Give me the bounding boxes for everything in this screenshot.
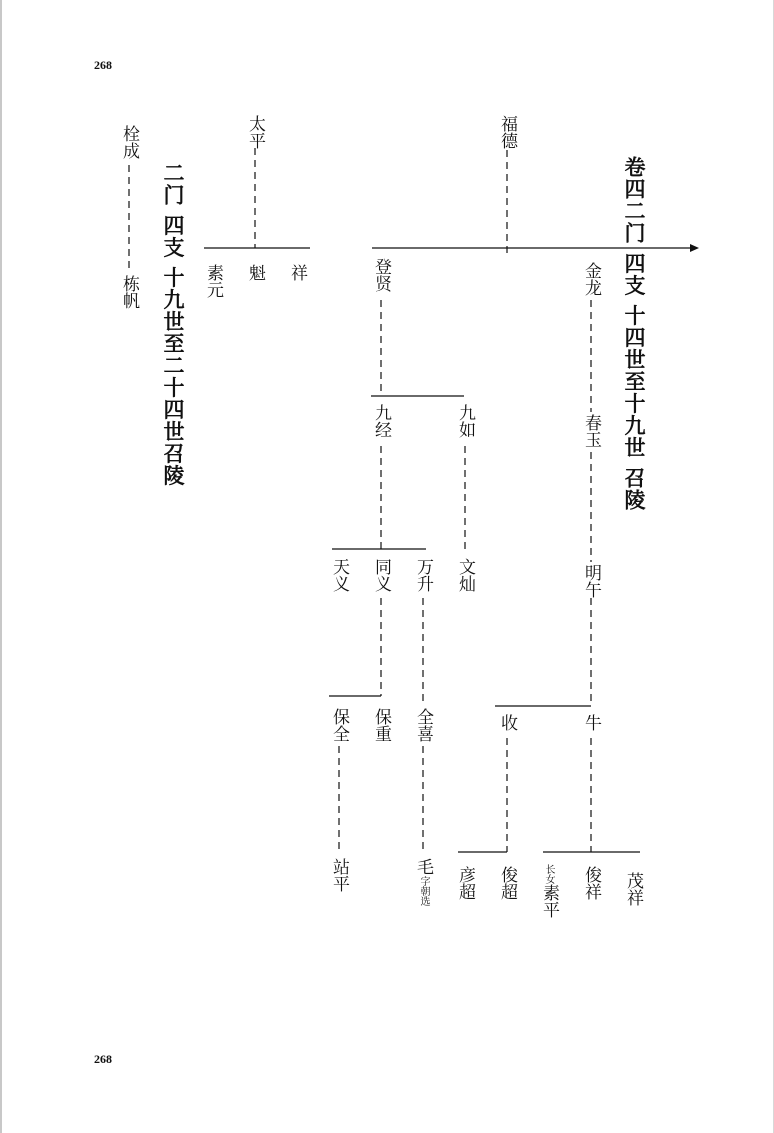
name-baozhong: 保重 bbox=[371, 708, 391, 742]
name-shuancheng: 栓成 bbox=[119, 125, 139, 159]
name-junxiang: 俊祥 bbox=[581, 866, 601, 900]
name-kui: 魁 bbox=[245, 264, 265, 281]
left-title: 二门 四支 十九世至二十四世召陵 bbox=[161, 162, 185, 487]
name-chunyu: 春玉 bbox=[581, 414, 601, 448]
right-title: 卷四二门 四支 十四世至十九世 召陵 bbox=[622, 156, 646, 511]
name-junchao: 俊超 bbox=[497, 866, 517, 900]
name-jinlong: 金龙 bbox=[581, 262, 601, 296]
name-wansheng: 万升 bbox=[413, 558, 433, 592]
note-suping-prefix: 长女 bbox=[543, 864, 554, 884]
name-suyuan: 素元 bbox=[203, 264, 223, 298]
page-number-top: 268 bbox=[94, 58, 112, 72]
name-jiuru: 九如 bbox=[455, 404, 475, 438]
note-mao-zi: 字朝选 bbox=[418, 876, 429, 906]
name-baoquan: 保全 bbox=[329, 708, 349, 742]
name-yanchao: 彦超 bbox=[455, 866, 475, 900]
name-maoxiang: 茂祥 bbox=[623, 872, 643, 906]
name-fude: 福德 bbox=[497, 115, 517, 149]
name-shou: 收 bbox=[497, 714, 517, 731]
name-zhanping: 站平 bbox=[329, 858, 349, 892]
name-xiang: 祥 bbox=[287, 264, 307, 281]
name-jiujing: 九经 bbox=[371, 404, 391, 438]
name-wencan: 文灿 bbox=[455, 558, 475, 592]
name-tongyi: 同义 bbox=[371, 558, 391, 592]
name-dengxian: 登贤 bbox=[371, 258, 391, 292]
name-niu: 牛 bbox=[581, 714, 601, 731]
name-mingwu: 明午 bbox=[581, 564, 601, 598]
name-mao: 毛 bbox=[413, 858, 433, 875]
page-number-bottom: 268 bbox=[94, 1052, 112, 1066]
name-tianyi: 天义 bbox=[329, 558, 349, 592]
name-quanxi: 全喜 bbox=[413, 708, 433, 742]
name-suping: 素平 bbox=[539, 884, 559, 918]
name-taiping: 太平 bbox=[245, 115, 265, 149]
name-dongfan: 栋帆 bbox=[119, 275, 139, 309]
